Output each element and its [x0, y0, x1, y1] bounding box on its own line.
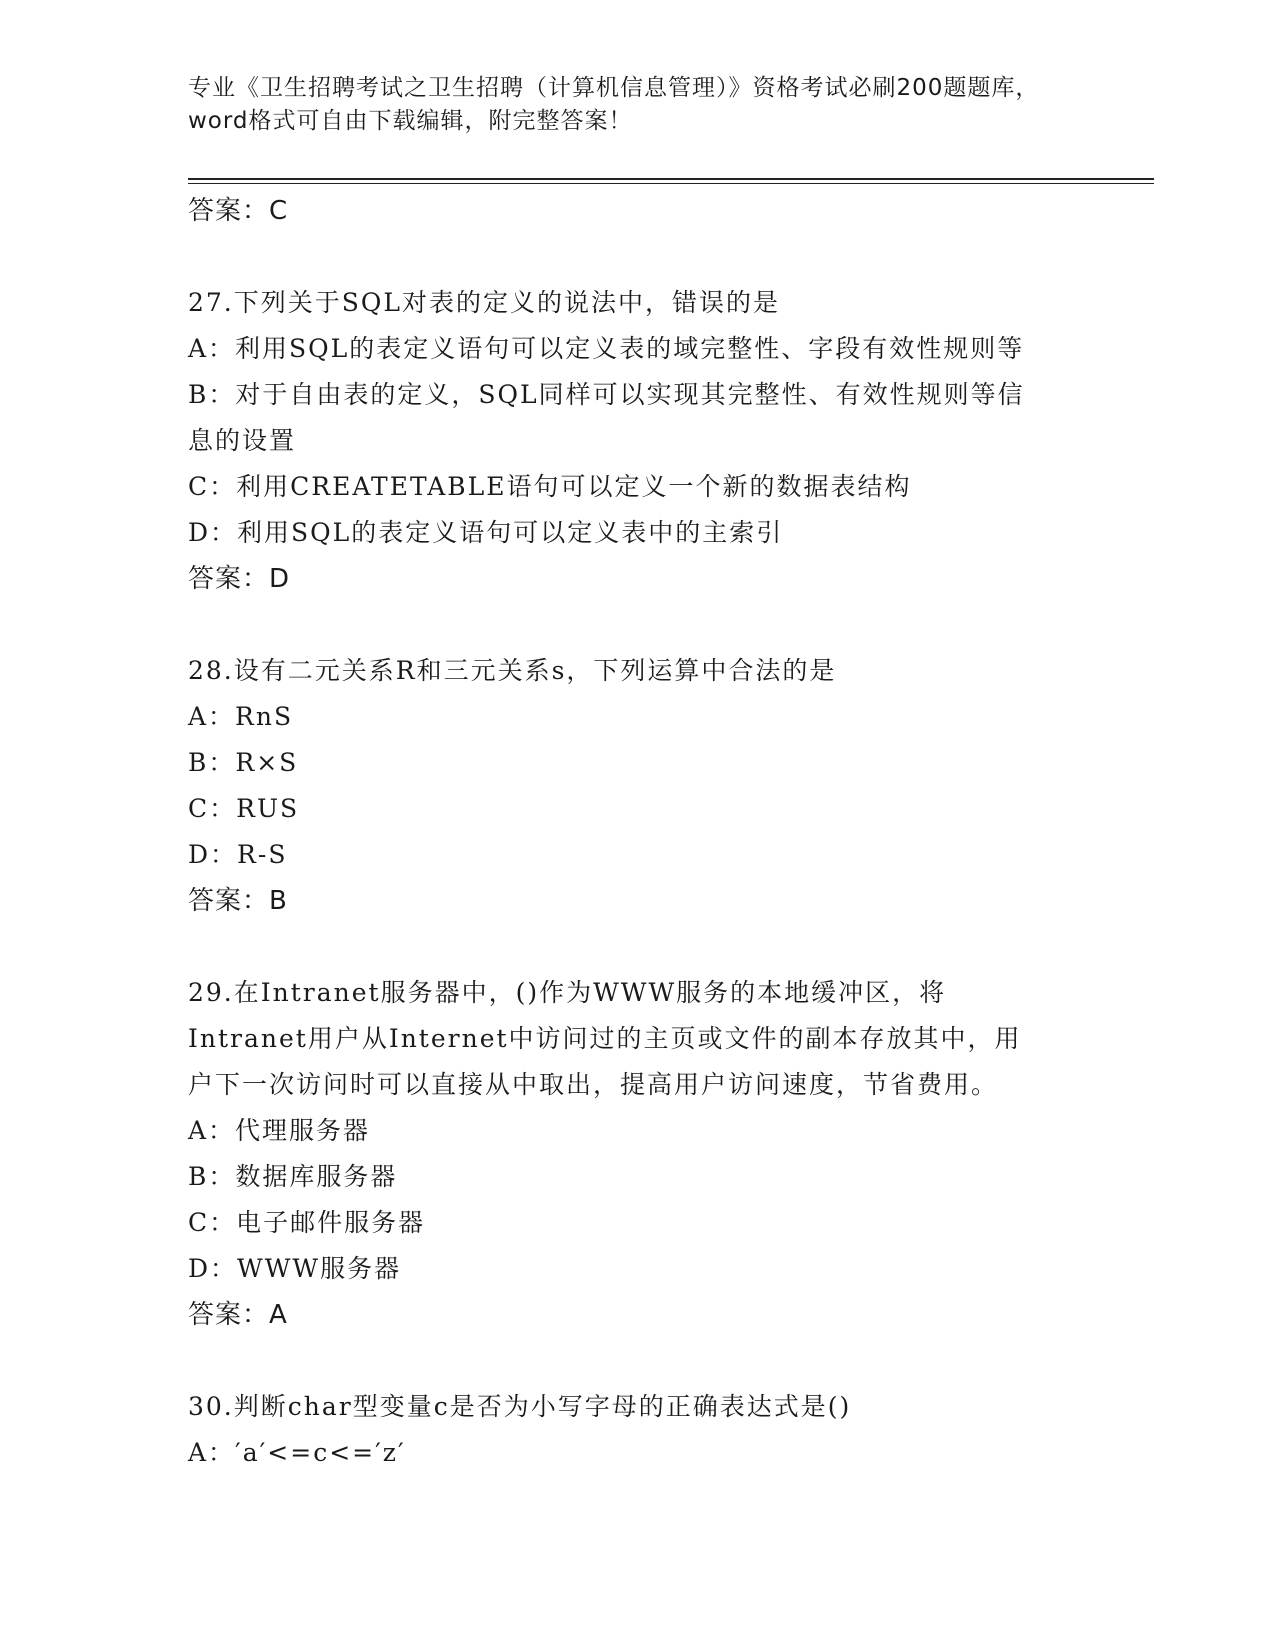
- option-b-continued: 息的设置: [188, 426, 297, 455]
- question-stem-continued: Intranet用户从Internet中访问过的主页或文件的副本存放其中，用: [188, 1024, 1022, 1053]
- header-divider-thin: [188, 183, 1154, 184]
- spacer: [188, 1338, 1088, 1384]
- spacer: [188, 602, 1088, 648]
- option-c: C：电子邮件服务器: [188, 1208, 426, 1237]
- option-c: C：RUS: [188, 794, 300, 823]
- question-stem: 30.判断char型变量c是否为小写字母的正确表达式是(): [188, 1392, 852, 1421]
- answer-line: 答案：B: [188, 886, 288, 916]
- option-a: A：′a′<=c<=′z′: [188, 1438, 406, 1467]
- option-a: A：利用SQL的表定义语句可以定义表的域完整性、字段有效性规则等: [188, 334, 1025, 363]
- question-stem: 27.下列关于SQL对表的定义的说法中，错误的是: [188, 288, 780, 317]
- spacer: [188, 924, 1088, 970]
- question-27: [188, 280, 1088, 602]
- option-c: C：利用CREATETABLE语句可以定义一个新的数据表结构: [188, 472, 912, 501]
- answer-line: 答案：C: [188, 196, 289, 226]
- question-stem-continued: 户下一次访问时可以直接从中取出，提高用户访问速度，节省费用。: [188, 1070, 999, 1099]
- option-a: A：代理服务器: [188, 1116, 371, 1145]
- option-a: A：RnS: [188, 702, 294, 731]
- header-title-line-2: word格式可自由下载编辑，附完整答案！: [188, 108, 633, 134]
- option-d: D：WWW服务器: [188, 1254, 402, 1283]
- answer-line: 答案：D: [188, 564, 291, 594]
- question-30: [188, 1384, 1088, 1476]
- option-b: B：R×S: [188, 748, 299, 777]
- question-stem: 29.在Intranet服务器中，()作为WWW服务的本地缓冲区，将: [188, 978, 947, 1007]
- option-d: D：利用SQL的表定义语句可以定义表中的主索引: [188, 518, 784, 547]
- option-b: B：对于自由表的定义，SQL同样可以实现其完整性、有效性规则等信: [188, 380, 1025, 409]
- question-stem: 28.设有二元关系R和三元关系s，下列运算中合法的是: [188, 656, 837, 685]
- header-title-line-1: 专业《卫生招聘考试之卫生招聘（计算机信息管理）》资格考试必刷200题题库，: [188, 75, 1040, 101]
- header-divider-thick: [188, 178, 1154, 180]
- option-b: B：数据库服务器: [188, 1162, 398, 1191]
- spacer: [188, 234, 1088, 280]
- answer-line: 答案：A: [188, 1300, 288, 1330]
- question-28: [188, 648, 1088, 924]
- question-list: [188, 188, 1088, 1476]
- question-29: [188, 970, 1088, 1338]
- option-d: D：R-S: [188, 840, 288, 869]
- document-header: [188, 72, 1088, 138]
